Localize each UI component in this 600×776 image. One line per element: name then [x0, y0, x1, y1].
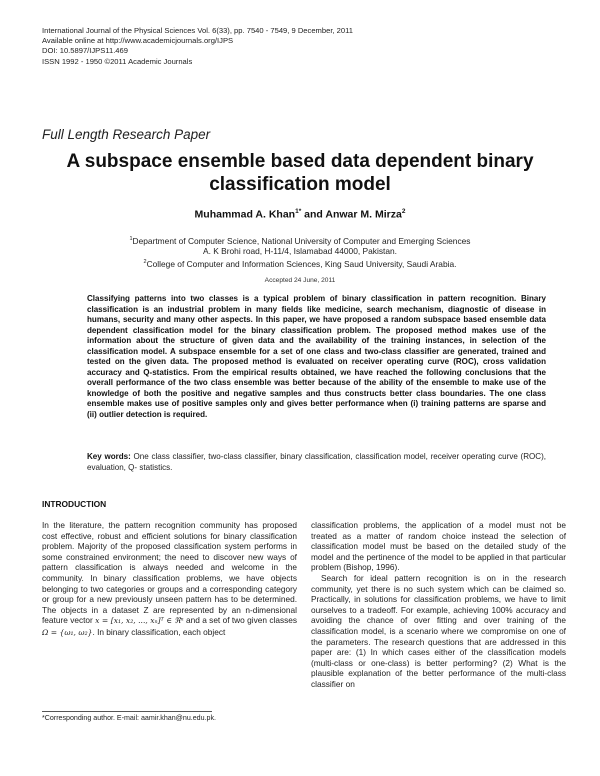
abstract: Classifying patterns into two classes is a typical problem of binary classification in pattern recognition. Binary classification is an industrial problem in many fields like medicine, search mechanism, diagnostic of disease in humans, security and many other aspects. In this paper, we have proposed a random subspace based ensemble data dependent classification model for the binary classification problem. The proposed method makes use of the information about the structure of given data and the availability of the training instances, in selection of the classification model. A subspace ensemble for a set of one class and two-class classifier are generated, trained and tested on the given data. The proposed method is evaluated on receiver operating curve (ROC), cross validation accuracy and Q-statistics. From the empirical results obtained, we have reached the following conclusions that the overall performance of the two class ensemble was better because of the ability of the ensemble to make use of the knowledge of both the positive and negative samples and thus constructs better class boundaries. The one class ensemble makes use of positive samples only and gives better performance when (i) training patterns are sparse and (ii) outlier detection is required.: [87, 294, 546, 420]
accepted-date: Accepted 24 June, 2011: [264, 277, 336, 284]
keywords-label: Key words:: [87, 452, 131, 461]
section-heading: INTRODUCTION: [42, 499, 107, 509]
paragraph: classification problems, the application of a model must not be treated as a matter of random choice instead the selection of classification model must be based on the detailed study of the model and the pertinence of the model to be applied in that particular problem (Bishop, 1996).: [311, 520, 566, 573]
paragraph: Search for ideal pattern recognition is on in the research community, yet there is no such system which can be claimed so. Practically, in solutions for classification problems, we have to limit ourselves to a tradeoff. For example, achieving 100% accuracy and avoiding the chance of over fitting and over training of the classification model, is a scenario where we compromise on one of the parameters. The research questions that are addressed in this paper are: (1) In which cases either of the classification models (multi-class or one-class) is better performing? (2) What is the plausible explanation of the better performance of the multi-class classifier on: [311, 572, 566, 689]
journal-issn: ISSN 1992 - 1950 ©2011 Academic Journals: [42, 56, 193, 66]
affiliation-2: $^2$College of Computer and Information Sciences, King Saud University, Saudi Arabia.: [143, 258, 457, 269]
body-column-right: [311, 520, 566, 690]
journal-citation: International Journal of the Physical Sciences Vol. 6(33), pp. 7540 - 7549, 9 December, 2011: [42, 26, 353, 35]
author-list: [40, 208, 560, 221]
journal-availability: Available online at http://www.academicjournals.org/IJPS: [42, 36, 234, 46]
author-affiliation-mark: 2: [401, 208, 406, 215]
author-connector: and: [304, 208, 323, 221]
body-column-left: [42, 520, 297, 639]
journal-doi: DOI: 10.5897/IJPS11.469: [42, 46, 128, 56]
affiliation-1: $^1$Department of Computer Science, National University of Computer and Emerging Sciences: [129, 235, 471, 246]
footnote-divider: [42, 711, 212, 712]
paper-title: A subspace ensemble based data dependent binary classification model: [66, 151, 534, 195]
feature-vector-equation: x = [x₁, x₂, ..., xₙ]ᵀ ∈ ℜⁿ: [95, 616, 184, 626]
journal-header: [42, 26, 353, 67]
author-name: Anwar M. Mirza: [325, 208, 402, 221]
author-name: Muhammad A. Khan: [194, 208, 296, 221]
class-set-equation: Ω = {ω₁, ω₂}: [42, 627, 93, 637]
keywords-text: One class classifier, two-class classifier, binary classification, classification model, receiver operating curve (ROC), evaluation, Q- statistics.: [87, 452, 546, 472]
paper-type: Full Length Research Paper: [42, 127, 211, 142]
paragraph: In the literature, the pattern recognition community has proposed cost effective, robust and efficient solutions for binary classification problem. Majority of the proposed classification system performs in some constrained environment; the need to discover new ways of pattern classification is always needed and welcome in the community. In binary classification problems, we have objects belonging to two categories or groups and a corresponding category or group for a new previously unseen pattern has to be determined. The objects in a dataset Z are represented by an n-dimensional feature vector x = [x₁, x₂, ..., xₙ]ᵀ ∈ ℜⁿ and a set of two given classes Ω = {ω₁, ω₂}. In binary classification, each object: [42, 520, 298, 637]
corresponding-author-footnote: *Corresponding author. E-mail: aamir.khan@nu.edu.pk.: [42, 714, 217, 722]
affiliations: [40, 234, 560, 269]
author-affiliation-mark: 1*: [295, 208, 302, 215]
keywords: [87, 452, 546, 473]
affiliation-1-address: A. K Brohi road, H-11/4, Islamabad 44000, Pakistan.: [203, 246, 397, 257]
